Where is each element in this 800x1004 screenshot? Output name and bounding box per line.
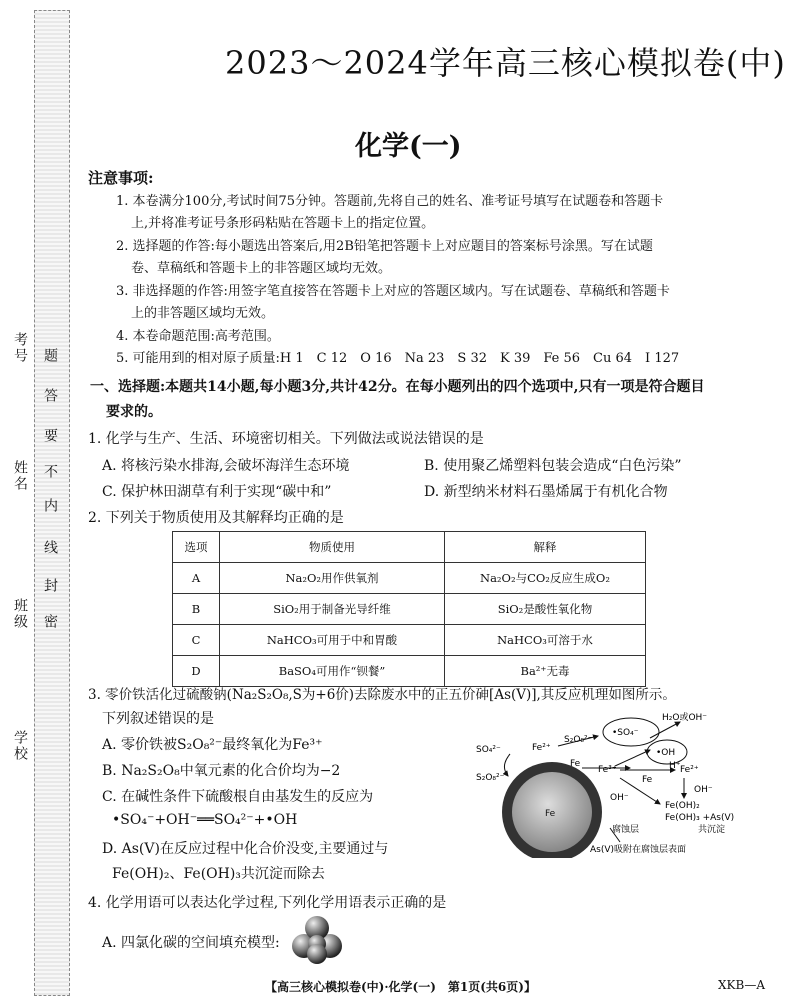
- coprecipitation-label: 共沉淀: [698, 825, 726, 835]
- table-header-row: [173, 532, 646, 563]
- fe-label-2: Fe: [642, 775, 653, 785]
- fe2-label: Fe²⁺: [532, 743, 551, 753]
- subject-title: 化学(一): [355, 131, 462, 162]
- fe-label: Fe: [570, 759, 581, 769]
- table-cell: SiO₂是酸性氧化物: [445, 594, 646, 625]
- q3-stem-cont: 下列叙述错误的是: [102, 711, 214, 727]
- note-line: 上的非答题区域均无效。: [131, 306, 275, 321]
- table-row: [173, 594, 646, 625]
- q1-option-a: A. 将核污染水排海,会破坏海洋生态环境: [102, 458, 350, 474]
- q3-option-a: A. 零价铁被S₂O₈²⁻最终氧化为Fe³⁺: [102, 737, 323, 753]
- seal-char: 封: [42, 578, 58, 592]
- seal-char: 线: [42, 540, 58, 554]
- table-row: [173, 656, 646, 687]
- q3-option-d: D. As(Ⅴ)在反应过程中化合价没变,主要通过与: [102, 841, 389, 857]
- oh-radical-label: •OH: [656, 748, 676, 758]
- water-label: H₂O或OH⁻: [662, 713, 708, 723]
- persulfate-label-2: S₂O₈²⁻: [564, 735, 593, 745]
- exam-number-label: 考号: [12, 332, 28, 364]
- note-line: 1. 本卷满分100分,考试时间75分钟。答题前,先将自己的姓名、准考证号填写在试题卷和答题卡: [116, 194, 664, 209]
- table-cell: Na₂O₂用作供氧剂: [220, 563, 445, 594]
- so4-radical-label: •SO₄⁻: [612, 728, 639, 738]
- seal-char: 答: [42, 388, 58, 402]
- core-label: Fe: [545, 809, 556, 819]
- product-feoh3: Fe(OH)₃ +As(V): [665, 813, 735, 823]
- table-cell: NaHCO₃可溶于水: [445, 625, 646, 656]
- q3-stem: 3. 零价铁活化过硫酸钠(Na₂S₂O₈,S为+6价)去除废水中的正五价砷[As(Ⅴ)],其反应机理如图所示。: [88, 687, 676, 703]
- corrosion-layer-label: 腐蚀层: [612, 825, 640, 835]
- table-header: 解释: [445, 532, 646, 563]
- q2-table: [172, 531, 646, 687]
- class-label: 班级: [12, 598, 28, 630]
- table-cell: B: [173, 594, 220, 625]
- table-row: [173, 625, 646, 656]
- table-cell: Na₂O₂与CO₂反应生成O₂: [445, 563, 646, 594]
- fe2-label-2: Fe²⁺: [680, 765, 699, 775]
- note-line: 3. 非选择题的作答:用签字笔直接答在答题卡上对应的答题区域内。写在试题卷、草稿纸和答题卡: [116, 284, 670, 299]
- table-row: [173, 563, 646, 594]
- q3-mechanism-diagram: [470, 708, 790, 858]
- q1-option-d: D. 新型纳米材料石墨烯属于有机化合物: [424, 484, 668, 500]
- table-cell: C: [173, 625, 220, 656]
- seal-char: 要: [42, 428, 58, 442]
- persulfate-label: S₂O₈²⁻: [476, 773, 505, 783]
- paper-code: XKB—A: [718, 978, 765, 992]
- note-line: 2. 选择题的作答:每小题选出答案后,用2B铅笔把答题卡上对应题目的答案标号涂黑。写在试题: [116, 239, 653, 254]
- q3-option-d-cont: Fe(OH)₂、Fe(OH)₃共沉淀而除去: [112, 866, 325, 882]
- q1-option-b: B. 使用聚乙烯塑料包装会造成“白色污染”: [424, 458, 682, 474]
- q3-option-c-equation: •SO₄⁻+OH⁻══SO₄²⁻+•OH: [112, 812, 298, 828]
- seal-char: 密: [42, 614, 58, 628]
- hplus-label: H⁺: [669, 761, 681, 771]
- q2-stem: 2. 下列关于物质使用及其解释均正确的是: [88, 510, 344, 526]
- seal-char: 不: [42, 464, 58, 478]
- hydroxide-label: OH⁻: [694, 785, 713, 795]
- q3-option-c: C. 在碱性条件下硫酸根自由基发生的反应为: [102, 789, 374, 805]
- seal-char: 内: [42, 498, 58, 512]
- q1-stem: 1. 化学与生产、生活、环境密切相关。下列做法或说法错误的是: [88, 431, 484, 447]
- seal-char: 题: [42, 348, 58, 362]
- q3-option-b: B. Na₂S₂O₈中氧元素的化合价均为−2: [102, 763, 341, 779]
- ccl4-space-filling-model: [286, 914, 348, 964]
- table-cell: D: [173, 656, 220, 687]
- school-label: 学校: [12, 730, 28, 762]
- table-cell: BaSO₄可用作“钡餐”: [220, 656, 445, 687]
- notes-heading: 注意事项:: [88, 169, 154, 187]
- product-feoh2: Fe(OH)₂: [665, 801, 700, 811]
- table-header: 物质使用: [220, 532, 445, 563]
- q1-option-c: C. 保护林田湖草有利于实现“碳中和”: [102, 484, 332, 500]
- hydroxide-label-2: OH⁻: [610, 793, 629, 803]
- name-label: 姓名: [12, 460, 28, 492]
- q4-option-a: A. 四氯化碳的空间填充模型:: [102, 935, 280, 951]
- note-line: 上,并将准考证号条形码粘贴在答题卡上的指定位置。: [131, 216, 435, 231]
- adsorption-label: As(V)吸附在腐蚀层表面: [590, 845, 687, 855]
- exam-title: 2023～2024学年高三核心模拟卷(中): [225, 44, 786, 82]
- note-line: 4. 本卷命题范围:高考范围。: [116, 329, 280, 344]
- table-header: 选项: [173, 532, 220, 563]
- table-cell: NaHCO₃可用于中和胃酸: [220, 625, 445, 656]
- q4-stem: 4. 化学用语可以表达化学过程,下列化学用语表示正确的是: [88, 895, 447, 911]
- sulfate-label: SO₄²⁻: [476, 745, 501, 755]
- table-cell: A: [173, 563, 220, 594]
- note-line: 5. 可能用到的相对原子质量:H 1 C 12 O 16 Na 23 S 32 K 39 Fe 56 Cu 64 I 127: [116, 351, 680, 366]
- table-cell: Ba²⁺无毒: [445, 656, 646, 687]
- note-line: 卷、草稿纸和答题卡上的非答题区域均无效。: [131, 261, 392, 276]
- table-cell: SiO₂用于制备光导纤维: [220, 594, 445, 625]
- section-heading: 一、选择题:本题共14小题,每小题3分,共计42分。在每小题列出的四个选项中,只有一项是符合题目: [90, 379, 705, 395]
- fe3-label: Fe³⁺: [598, 765, 617, 775]
- page-footer: 【高三核心模拟卷(中)·化学(一) 第1页(共6页)】: [265, 980, 536, 994]
- section-heading-cont: 要求的。: [106, 404, 162, 420]
